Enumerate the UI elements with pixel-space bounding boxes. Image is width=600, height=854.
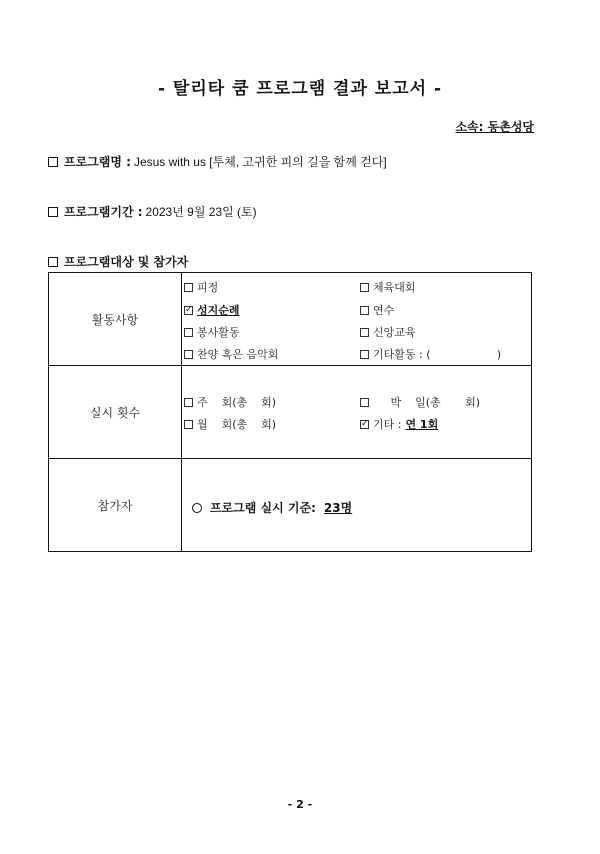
frequency-header: 실시 횟수: [49, 366, 182, 459]
activity-option[interactable]: 연수: [360, 302, 394, 318]
participants-line: [192, 499, 352, 516]
frequency-option[interactable]: ✓ 기타 : 연 1회: [360, 416, 438, 432]
activity-option[interactable]: 신앙교육: [360, 324, 416, 340]
participants-count: 23명: [323, 501, 353, 515]
activity-options-cell: [182, 273, 532, 366]
checkbox-icon[interactable]: [360, 283, 369, 292]
activity-option[interactable]: 체육대회: [360, 279, 416, 295]
affiliation: 소속: 동촌성당: [455, 120, 534, 134]
frequency-options-cell: [182, 366, 532, 459]
page-number: - 2 -: [287, 798, 313, 811]
checkbox-icon[interactable]: [184, 283, 193, 292]
checkbox-icon[interactable]: [360, 350, 369, 359]
program-period-section: [48, 203, 257, 220]
target-section: [48, 253, 188, 270]
program-name-section: [48, 153, 387, 170]
checkbox-icon[interactable]: [360, 328, 369, 337]
activity-option[interactable]: 피정: [184, 279, 218, 295]
activity-row: [49, 273, 532, 366]
program-period-label: 프로그램기간 :: [64, 205, 143, 219]
report-table: [48, 272, 532, 552]
checkbox-icon[interactable]: [184, 350, 193, 359]
program-name-value: Jesus with us [투체, 고귀한 피의 길을 함께 걷다]: [133, 155, 387, 169]
frequency-option[interactable]: 주 회(총 회): [184, 394, 276, 410]
frequency-row: [49, 366, 532, 459]
participants-row: [49, 459, 532, 552]
frequency-option[interactable]: 박 일(총 회): [360, 394, 480, 410]
activity-option[interactable]: 찬양 혹은 음악회: [184, 346, 278, 362]
checkbox-icon[interactable]: [360, 398, 369, 407]
program-period-value: 2023년 9월 23일 (토): [145, 205, 257, 219]
program-name-label: 프로그램명 :: [64, 155, 131, 169]
checkbox-icon[interactable]: [360, 306, 369, 315]
checkbox-icon[interactable]: [184, 328, 193, 337]
checkbox-square-icon: [48, 257, 58, 267]
document-title: - 탈리타 쿰 프로그램 결과 보고서 -: [157, 79, 443, 99]
checkbox-icon[interactable]: [184, 420, 193, 429]
participants-header: 참가자: [49, 459, 182, 552]
circle-bullet-icon: [192, 503, 202, 513]
activity-option[interactable]: 기타활동 : ( ): [360, 346, 501, 362]
participants-cell: [182, 459, 532, 552]
participants-label: 프로그램 실시 기준:: [210, 501, 316, 515]
checkbox-icon[interactable]: [184, 398, 193, 407]
checkbox-square-icon: [48, 157, 58, 167]
activity-header: 활동사항: [49, 273, 182, 366]
activity-option[interactable]: 봉사활동: [184, 324, 240, 340]
checked-checkbox-icon[interactable]: [360, 420, 369, 429]
target-label: 프로그램대상 및 참가자: [64, 255, 189, 269]
frequency-other-value: 연 1회: [405, 418, 439, 431]
checkbox-square-icon: [48, 207, 58, 217]
frequency-option[interactable]: 월 회(총 회): [184, 416, 276, 432]
checked-checkbox-icon[interactable]: [184, 306, 193, 315]
activity-option[interactable]: ✓ 성지순례: [184, 302, 240, 318]
